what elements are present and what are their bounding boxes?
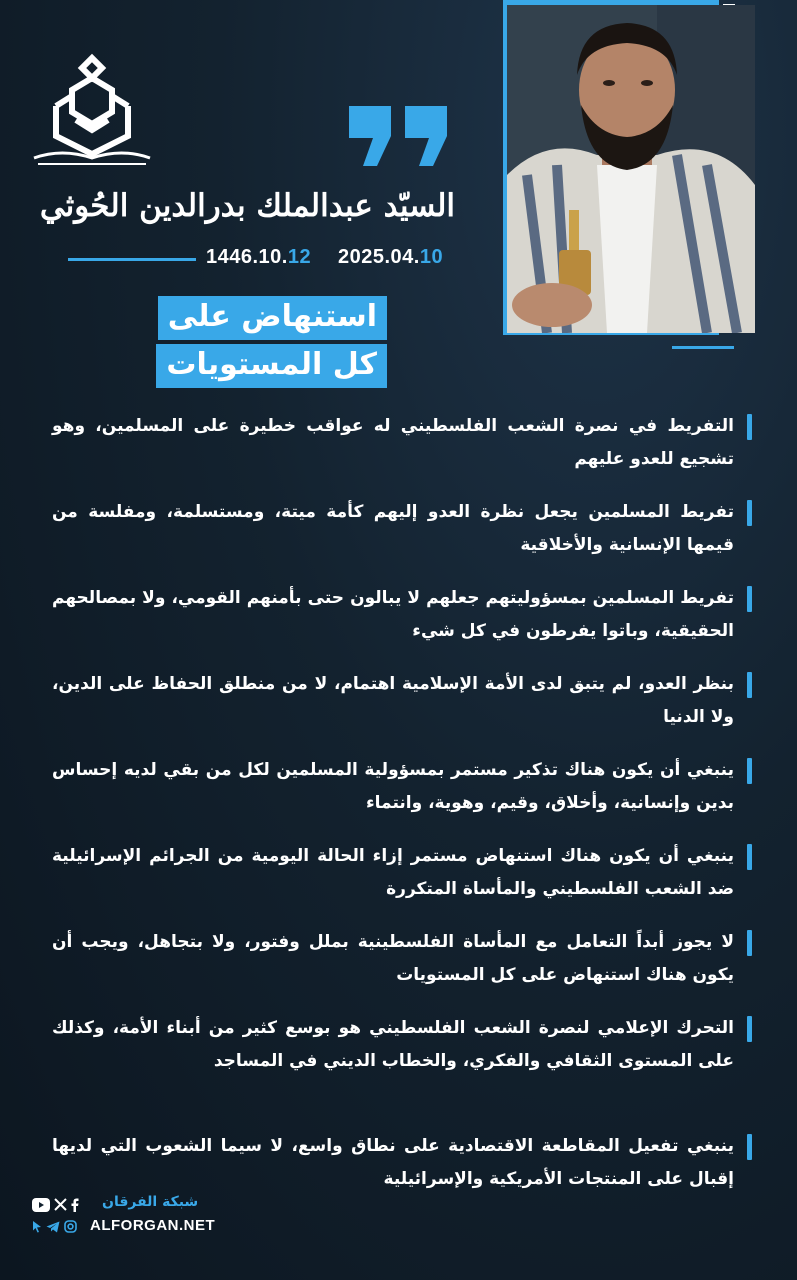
quote-icon	[345, 100, 455, 170]
statement-item	[40, 1130, 752, 1196]
statement-text: تفريط المسلمين بمسؤوليتهم جعلهم لا يبالون حتى بأمنهم القومي، ولا بمصالحهم الحقيقية، وباتوا يفرطون في كل شيء	[52, 588, 734, 641]
statement-bar	[747, 586, 752, 612]
statement-item	[40, 840, 752, 906]
instagram-icon[interactable]	[64, 1220, 77, 1233]
footer	[32, 1190, 232, 1240]
statement-text: بنظر العدو، لم يتبق لدى الأمة الإسلامية اهتمام، لا من منطلق الحفاظ على الدين، ولا الدنيا	[52, 674, 734, 727]
headline-line-1: استنهاض على	[158, 296, 387, 340]
headline	[132, 296, 387, 388]
statement-text: تفريط المسلمين يجعل نظرة العدو إليهم كأمة ميتة، ومستسلمة، ومفلسة من قيمها الإنسانية والأخلاقية	[52, 502, 734, 555]
footer-row-url	[32, 1216, 232, 1238]
statement-bar	[747, 414, 752, 440]
x-icon[interactable]	[54, 1198, 67, 1211]
logo-icon	[32, 50, 152, 168]
statement-item	[40, 410, 752, 476]
date-gregorian: 2025.04.10	[338, 246, 444, 268]
statement-text: التحرك الإعلامي لنصرة الشعب الفلسطيني هو بوسع كثير من أبناء الأمة، وكذلك على المستوى الثقافي والفكري، والخطاب الديني في المساجد	[52, 1018, 734, 1071]
statement-bar	[747, 1016, 752, 1042]
cursor-icon	[32, 1220, 42, 1233]
date-hijri: 1446.10.12	[206, 246, 312, 268]
statement-bar	[747, 672, 752, 698]
youtube-icon[interactable]	[32, 1198, 50, 1212]
statement-bar	[747, 500, 752, 526]
portrait-frame	[503, 0, 758, 335]
footer-row-social	[32, 1194, 232, 1216]
statement-bar	[747, 1134, 752, 1160]
statement-item	[40, 668, 752, 734]
statement-text: التفريط في نصرة الشعب الفلسطيني له عواقب خطيرة على المسلمين، وهو تشجيع للعدو عليهم	[52, 416, 734, 469]
statement-bar	[747, 930, 752, 956]
statement-item	[40, 926, 752, 992]
statement-item	[40, 1012, 752, 1078]
speaker-portrait	[507, 5, 755, 333]
statement-item	[40, 496, 752, 562]
statement-text: ينبغي تفعيل المقاطعة الاقتصادية على نطاق واسع، لا سيما الشعوب التي لديها إقبال على المنتجات الأمريكية والإسرائيلية	[52, 1136, 734, 1189]
statement-text: ينبغي أن يكون هناك تذكير مستمر بمسؤولية المسلمين لكل من بقي لديه إحساس بدين وإنسانية، وأخلاق، وقيم، وهوية، وانتماء	[52, 760, 734, 813]
website-link[interactable]: ALFORGAN.NET	[90, 1217, 216, 1234]
statement-text: ينبغي أن يكون هناك استنهاض مستمر إزاء الحالة اليومية من الجرائم الإسرائيلية ضد الشعب الفلسطيني والمأساة المتكررة	[52, 846, 734, 899]
network-name: شبكة الفرقان	[102, 1194, 199, 1210]
date-row	[68, 246, 458, 272]
date-rule	[68, 258, 196, 261]
telegram-icon[interactable]	[46, 1221, 60, 1233]
statement-text: لا يجوز أبداً التعامل مع المأساة الفلسطينية بملل وفتور، ولا بتجاهل، ويجب أن يكون هناك استنهاض على كل المستويات	[52, 932, 734, 985]
statement-bar	[747, 844, 752, 870]
headline-rule	[672, 346, 734, 349]
statement-item	[40, 754, 752, 820]
speaker-name: السيّد عبدالملك بدرالدين الحُوثي	[39, 188, 455, 224]
statement-item	[40, 582, 752, 648]
headline-line-2: كل المستويات	[156, 344, 387, 388]
statement-bar	[747, 758, 752, 784]
facebook-icon[interactable]	[71, 1198, 79, 1212]
